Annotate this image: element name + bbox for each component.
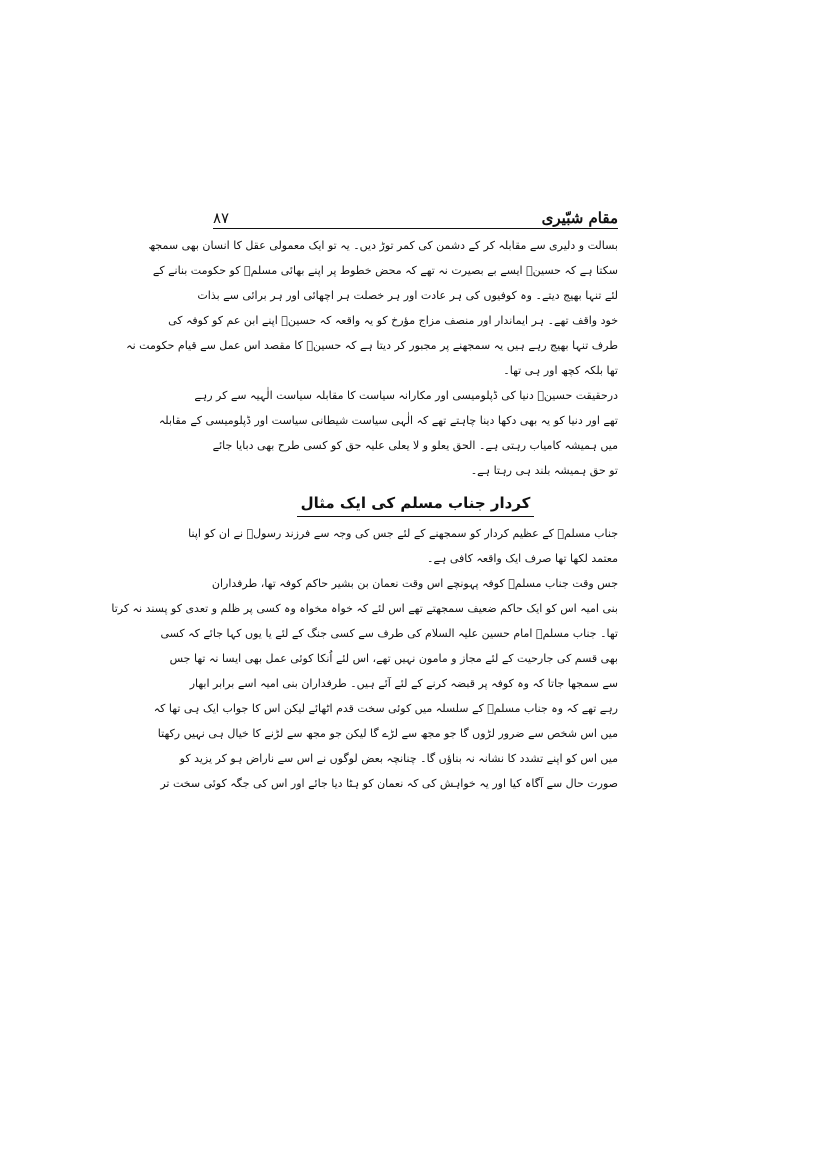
text-line: جس وقت جناب مسلمؑ کوفہ پہونچے اس وقت نعمان بن بشیر حاکم کوفہ تھا، طرفداران bbox=[211, 577, 618, 590]
text-line: رہے تھے کہ وہ جناب مسلمؑ کے سلسلہ میں کوئی سخت قدم اٹھائے لیکن اس کا جواب ایک ہی تھا کہ bbox=[153, 702, 618, 715]
text-line: جناب مسلمؑ کے عظیم کردار کو سمجھنے کے لئے جس کی وجہ سے فرزند رسولؐ نے ان کو اپنا bbox=[188, 527, 618, 540]
text-line: طرف تنہا بھیج رہے ہیں یہ سمجھنے پر مجبور کر دیتا ہے کہ حسینؑ کا مقصد اس عمل سے قیام حکومت نہ bbox=[126, 339, 618, 352]
header-rule bbox=[213, 228, 618, 229]
text-line: تھے اور دنیا کو یہ بھی دکھا دینا چاہتے تھے کہ الٰہی سیاست شیطانی سیاست اور ڈپلومیسی کے مقابلہ bbox=[158, 414, 618, 427]
text-line: میں اس شخص سے ضرور لڑوں گا جو مجھ سے لڑے گا لیکن جو مجھ سے لڑنے کا خیال ہی نہیں رکھتا bbox=[157, 727, 618, 740]
running-title: مقام شبّیری bbox=[541, 209, 618, 227]
paragraph-2 bbox=[158, 383, 618, 483]
page-header bbox=[213, 196, 618, 228]
text-line: سے سمجھا جاتا کہ وہ کوفہ پر قبضہ کرنے کے لئے آئے ہیں۔ طرفداران بنی امیہ اسے برابر ابھار bbox=[189, 677, 618, 690]
text-line: معتمد لکھا تھا صرف ایک واقعہ کافی ہے۔ bbox=[427, 552, 618, 565]
text-line: تو حق ہمیشہ بلند ہی رہتا ہے۔ bbox=[470, 464, 618, 477]
text-line: درحقیقت حسینؑ دنیا کی ڈپلومیسی اور مکارانہ سیاست کا مقابلہ سیاست الٰہیہ سے کر رہے bbox=[194, 389, 618, 402]
page-number: ۸۷ bbox=[213, 209, 230, 227]
section-heading-wrap bbox=[213, 483, 618, 517]
paragraph-3 bbox=[188, 521, 618, 571]
text-line: لئے تنہا بھیج دیتے۔ وہ کوفیوں کی ہر عادت اور ہر خصلت ہر اچھائی اور ہر برائی سے بذات bbox=[197, 289, 618, 302]
text-line: خود واقف تھے۔ ہر ایماندار اور منصف مزاج مؤرخ کو یہ واقعہ کہ حسینؑ اپنے ابن عم کو کوفہ کی bbox=[168, 314, 618, 327]
text-line: صورت حال سے آگاہ کیا اور یہ خواہش کی کہ نعمان کو ہٹا دیا جائے اور اس کی جگہ کوئی سخت تر bbox=[160, 777, 618, 790]
text-line: تھا۔ جناب مسلمؑ امام حسین علیہ السلام کی طرف سے کسی جنگ کے لئے یا یوں کہا جائے کہ کسی bbox=[160, 627, 618, 640]
text-line: بھی قسم کی جارحیت کے لئے مجاز و مامون نہیں تھے، اس لئے اُنکا کوئی عمل بھی ایسا نہ تھا جس bbox=[169, 652, 618, 665]
paragraph-1 bbox=[126, 233, 618, 383]
text-line: میں اس کو اپنے تشدد کا نشانہ نہ بناؤں گا۔ چنانچہ بعض لوگوں نے اس سے ناراض ہو کر یزید کو bbox=[179, 752, 618, 765]
section-heading: کردار جناب مسلم کی ایک مثال bbox=[297, 491, 535, 517]
body-text bbox=[111, 233, 618, 796]
paragraph-4 bbox=[111, 571, 618, 796]
text-line: سکتا ہے کہ حسینؑ ایسے بے بصیرت نہ تھے کہ محض خطوط پر اپنے بھائی مسلمؑ کو حکومت بنانے کے bbox=[152, 264, 618, 277]
text-line: بسالت و دلیری سے مقابلہ کر کے دشمن کی کمر توڑ دیں۔ یہ تو ایک معمولی عقل کا انسان بھی سمجھ bbox=[148, 239, 618, 252]
text-line: بنی امیہ اس کو ایک حاکم ضعیف سمجھتے تھے اس لئے کہ خواہ مخواہ وہ کسی پر ظلم و تعدی کو پسند نہ کرتا bbox=[111, 602, 618, 615]
text-line: میں ہمیشہ کامیاب رہتی ہے۔ الحق یعلو و لا یعلی علیہ حق کو کسی طرح بھی دبایا جائے bbox=[212, 439, 618, 452]
text-line: تھا بلکہ کچھ اور ہی تھا۔ bbox=[503, 364, 618, 377]
